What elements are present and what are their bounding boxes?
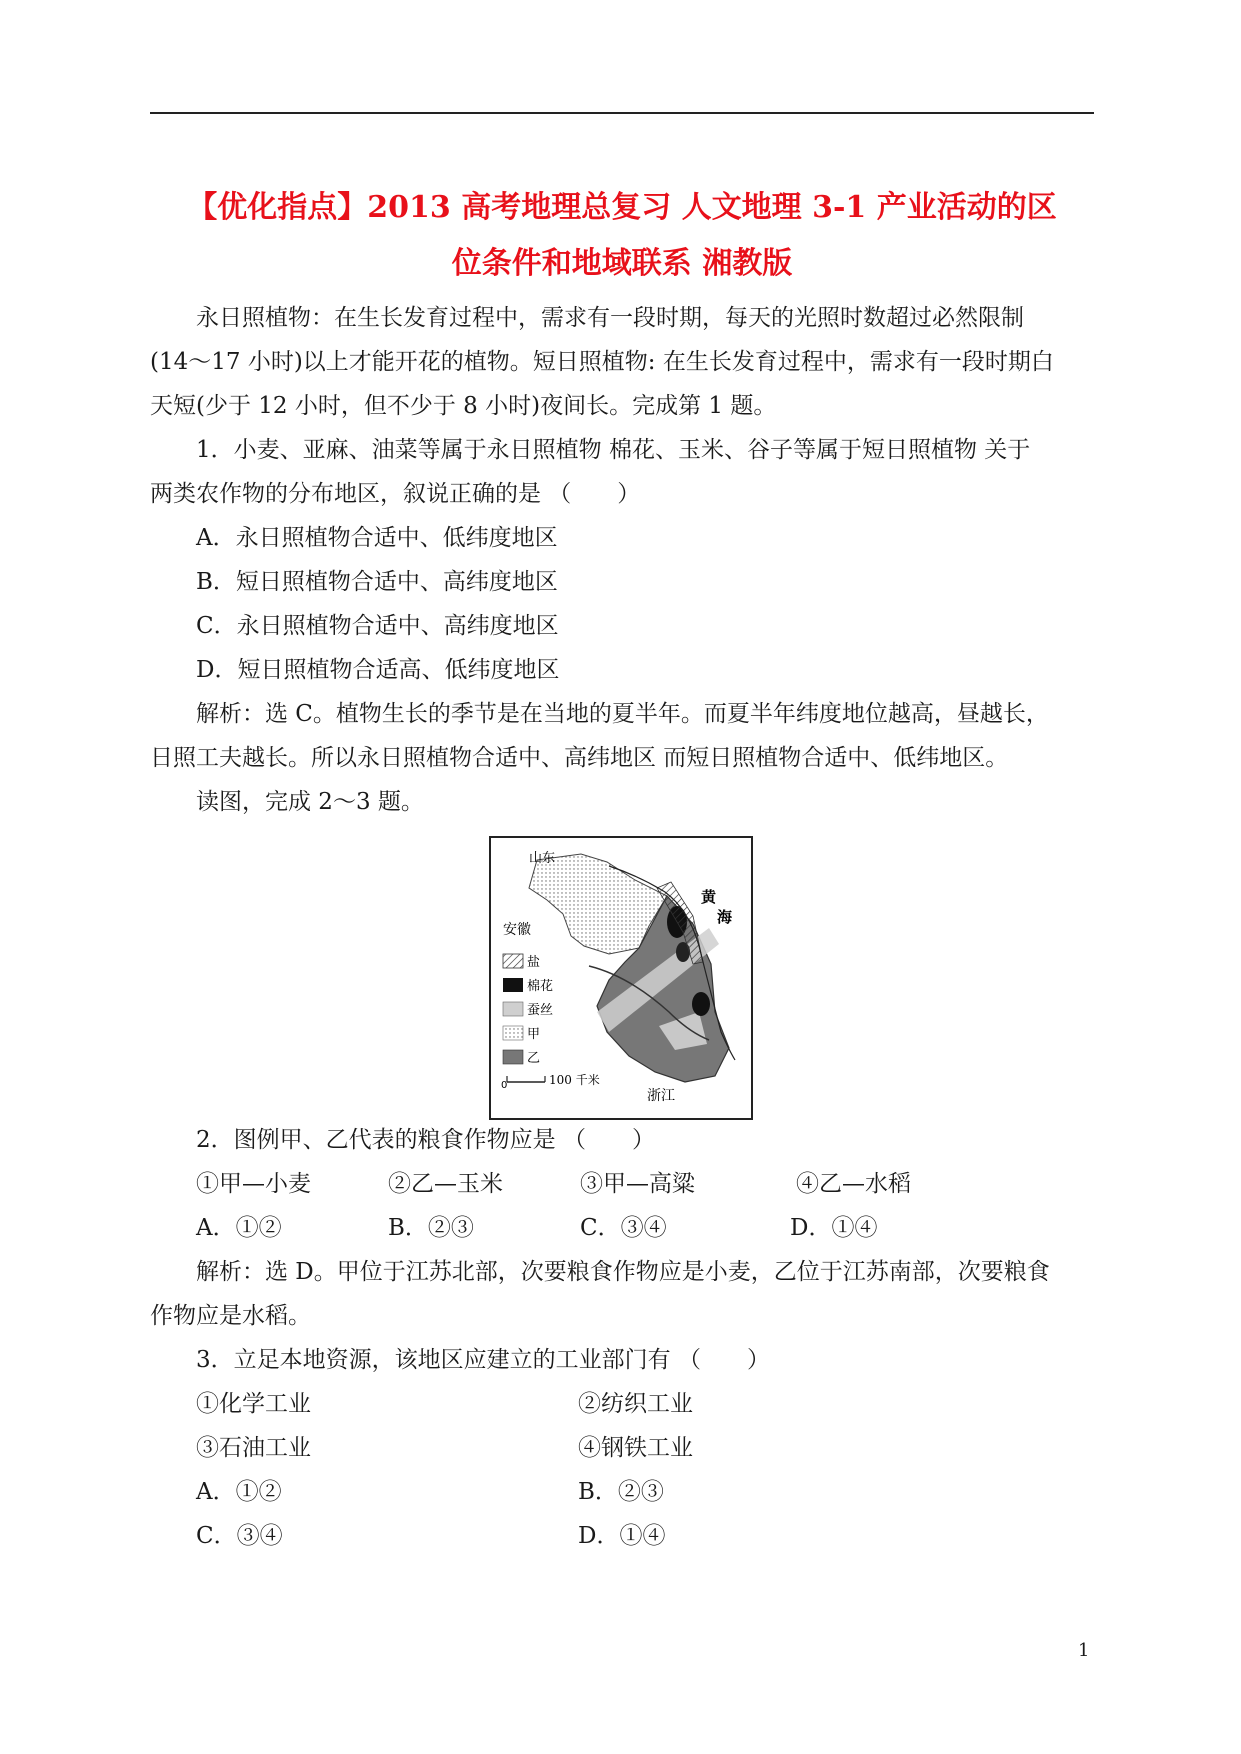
- q2-item-2: ②乙—玉米: [388, 1171, 503, 1197]
- q2-analysis-line-1: 解析：选 D。甲位于江苏北部，次要粮食作物应是小麦，乙位于江苏南部，次要粮食: [196, 1259, 1050, 1285]
- jiangsu-agriculture-map: [489, 836, 753, 1120]
- q1-option-d: D．短日照植物合适高、低纬度地区: [196, 657, 560, 683]
- legend-label-salt: 盐: [527, 955, 541, 970]
- q3-stem: 3．立足本地资源，该地区应建立的工业部门有 （ ）: [196, 1347, 770, 1373]
- legend-label-jia: 甲: [527, 1027, 541, 1042]
- legend-label-silk: 蚕丝: [527, 1003, 554, 1018]
- label-anhui: 安徽: [503, 922, 531, 938]
- q1-analysis-line-1: 解析：选 C。植物生长的季节是在当地的夏半年。而夏半年纬度地位越高，昼越长，: [196, 701, 1049, 727]
- q1-stem-line-2: 两类农作物的分布地区，叙说正确的是 （ ）: [150, 481, 641, 507]
- q1-analysis-line-2: 日照工夫越长。所以永日照植物合适中、高纬地区 而短日照植物合适中、低纬地区。: [150, 745, 1009, 771]
- q3-option-a: A．①②: [196, 1479, 282, 1505]
- legend-swatch-jia: [503, 1026, 523, 1040]
- q2-analysis-line-2: 作物应是水稻。: [150, 1303, 311, 1329]
- q3-option-c: C．③④: [196, 1523, 283, 1549]
- q2-stem: 2．图例甲、乙代表的粮食作物应是 （ ）: [196, 1127, 655, 1153]
- q3-item-1: ①化学工业: [196, 1391, 311, 1417]
- legend-swatch-yi: [503, 1050, 523, 1064]
- q2-option-b: B．②③: [388, 1215, 474, 1241]
- q2-item-4: ④乙—水稻: [796, 1171, 911, 1197]
- document-title-line1: 【优化指点】2013 高考地理总复习 人文地理 3-1 产业活动的区: [187, 190, 1057, 225]
- q1-stem-line-1: 1．小麦、亚麻、油菜等属于永日照植物 棉花、玉米、谷子等属于短日照植物 关于: [196, 437, 1031, 463]
- scale-label: 100 千米: [549, 1073, 600, 1087]
- q3-item-4: ④钢铁工业: [578, 1435, 693, 1461]
- page-number: 1: [1078, 1640, 1090, 1661]
- q2-option-c: C．③④: [580, 1215, 667, 1241]
- q2-option-a: A．①②: [196, 1215, 282, 1241]
- q3-item-3: ③石油工业: [196, 1435, 311, 1461]
- read-map-instruction: 读图，完成 2～3 题。: [196, 789, 424, 815]
- intro-line-1: 永日照植物：在生长发育过程中，需求有一段时期，每天的光照时数超过必然限制: [196, 305, 1024, 331]
- q1-option-c: C．永日照植物合适中、高纬度地区: [196, 613, 559, 639]
- label-huang: 黄: [701, 888, 717, 906]
- q3-option-d: D．①④: [578, 1523, 666, 1549]
- header-rule: [150, 112, 1094, 114]
- q2-item-1: ①甲—小麦: [196, 1171, 311, 1197]
- document-title-line2: 位条件和地域联系 湘教版: [451, 246, 793, 281]
- label-shandong: 山东: [529, 851, 556, 866]
- scale-zero: 0: [501, 1080, 508, 1091]
- q1-option-b: B．短日照植物合适中、高纬度地区: [196, 569, 558, 595]
- label-zhejiang: 浙江: [647, 1088, 675, 1104]
- q2-option-d: D．①④: [790, 1215, 878, 1241]
- q3-item-2: ②纺织工业: [578, 1391, 693, 1417]
- label-hai: 海: [717, 908, 733, 926]
- legend-swatch-cotton: [503, 978, 523, 992]
- legend-swatch-salt: [503, 954, 523, 968]
- cotton-area-3: [692, 992, 710, 1016]
- legend-label-cotton: 棉花: [527, 979, 554, 994]
- legend-label-yi: 乙: [527, 1051, 541, 1066]
- q2-item-3: ③甲—高粱: [580, 1171, 695, 1197]
- q3-option-b: B．②③: [578, 1479, 664, 1505]
- q1-option-a: A．永日照植物合适中、低纬度地区: [196, 525, 558, 551]
- legend-swatch-silk: [503, 1002, 523, 1016]
- intro-line-3: 天短(少于 12 小时，但不少于 8 小时)夜间长。完成第 1 题。: [150, 393, 777, 419]
- intro-line-2: (14～17 小时)以上才能开花的植物。短日照植物: 在生长发育过程中，需求有一段时期白: [150, 349, 1054, 375]
